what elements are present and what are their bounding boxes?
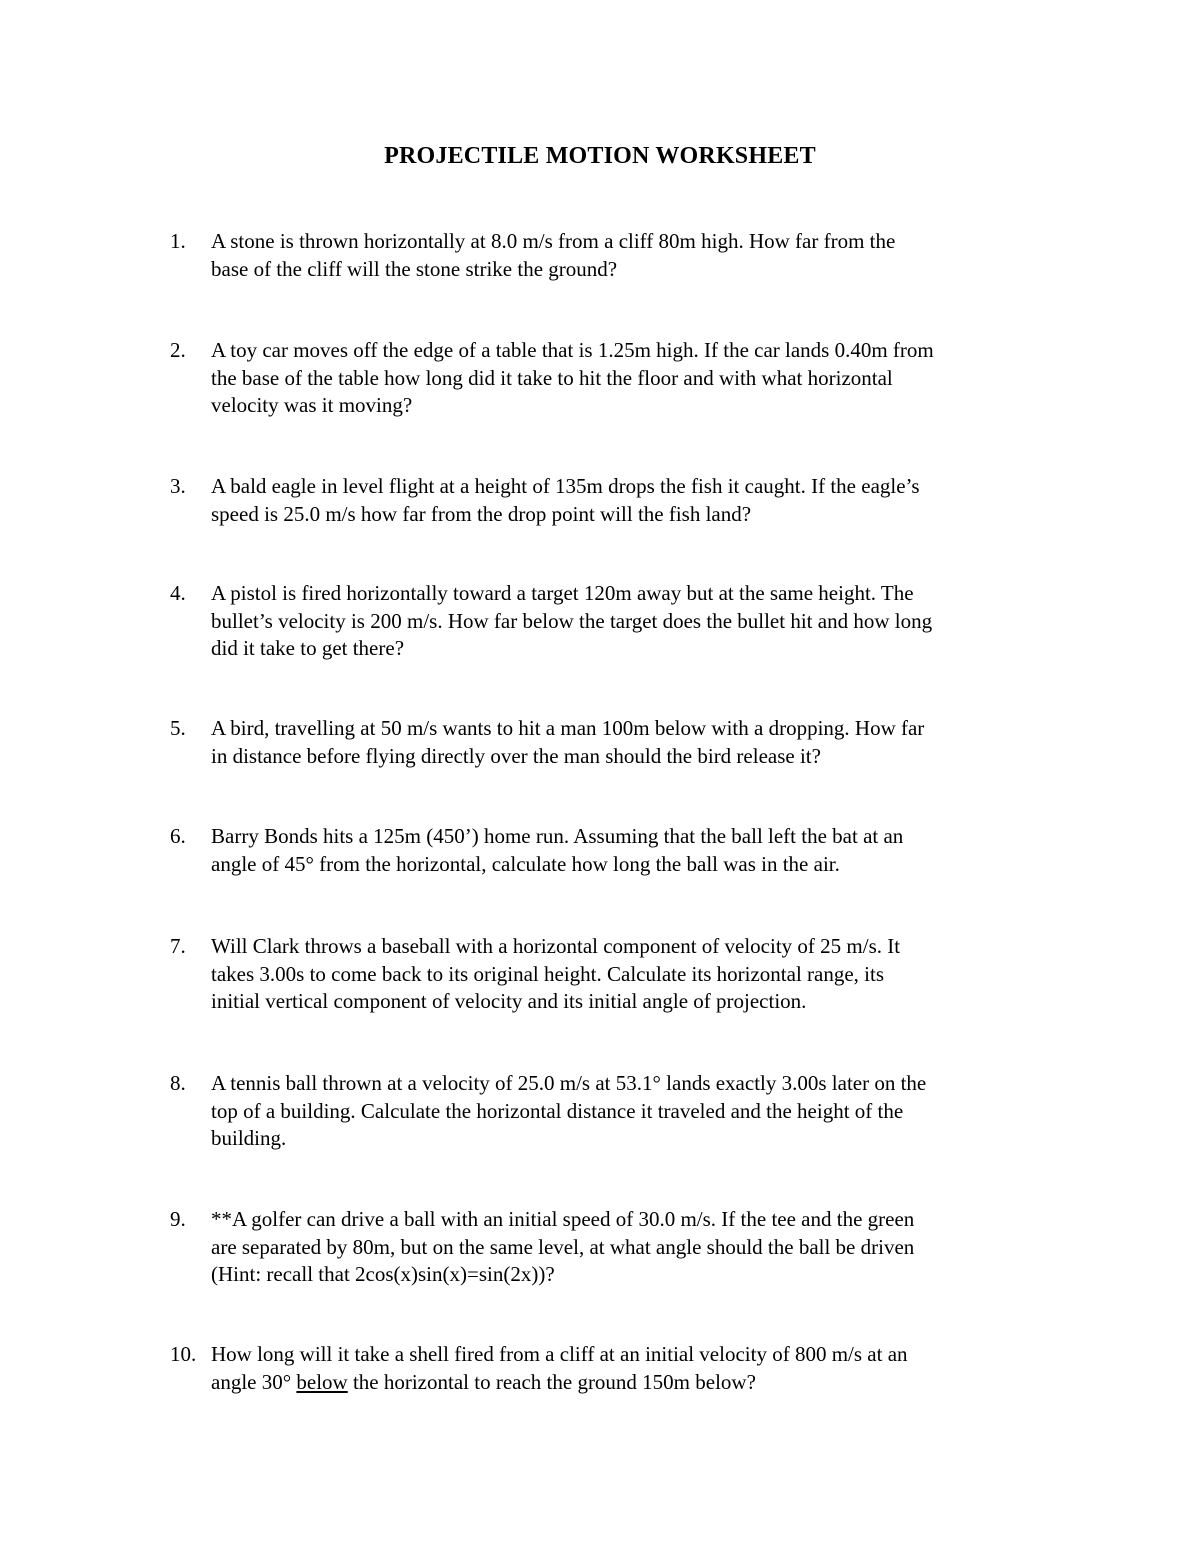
question-4: [170, 580, 1040, 663]
question-text: A toy car moves off the edge of a table that is 1.25m high. If the car lands 0.40m from the base of the table how long did it take to hit the floor and with what horizontal velocity was it moving?: [211, 338, 934, 417]
question-2: [170, 337, 1040, 420]
question-number: 4.: [170, 581, 186, 605]
question-3: [170, 473, 1040, 528]
question-text: A bald eagle in level flight at a height of 135m drops the fish it caught. If the eagle’s speed is 25.0 m/s how far from the drop point will the fish land?: [211, 474, 920, 526]
question-text-after: the horizontal to reach the ground 150m below?: [347, 1369, 756, 1394]
question-text: Will Clark throws a baseball with a horizontal component of velocity of 25 m/s. It takes 3.00s to come back to its original height. Calculate its horizontal range, its initial vertical component of velocity and its initial angle of projection.: [211, 934, 901, 1013]
question-6: [170, 823, 1040, 878]
question-text: A stone is thrown horizontally at 8.0 m/s from a cliff 80m high. How far from the base of the cliff will the stone strike the ground?: [211, 229, 896, 281]
question-text-before: How long will it take a shell fired from a cliff at an initial velocity of 800 m/s at an angle 30°: [211, 1342, 908, 1394]
question-text: [211, 1341, 1040, 1396]
question-9: [170, 1206, 1040, 1289]
underlined-word: below: [296, 1369, 348, 1394]
question-number: 5.: [170, 716, 186, 740]
question-10: [170, 1341, 1040, 1396]
question-8: [170, 1070, 1040, 1153]
question-text: **A golfer can drive a ball with an initial speed of 30.0 m/s. If the tee and the green are separated by 80m, but on the same level, at what angle should the ball be driven (Hint: recall that 2cos(x)sin(x)=sin(2x))?: [211, 1207, 915, 1286]
question-7: [170, 933, 1040, 1016]
question-number: 7.: [170, 934, 186, 958]
question-1: [170, 228, 1040, 283]
question-number: 2.: [170, 338, 186, 362]
question-text: A pistol is fired horizontally toward a target 120m away but at the same height. The bullet’s velocity is 200 m/s. How far below the target does the bullet hit and how long did it take to get there?: [211, 581, 933, 660]
question-text: Barry Bonds hits a 125m (450’) home run. Assuming that the ball left the bat at an angle of 45° from the horizontal, calculate how long the ball was in the air.: [211, 824, 904, 876]
question-number: 1.: [170, 229, 186, 253]
question-text: A tennis ball thrown at a velocity of 25.0 m/s at 53.1° lands exactly 3.00s later on the top of a building. Calculate the horizontal distance it traveled and the height of the building.: [211, 1071, 927, 1150]
question-number: 10.: [170, 1342, 197, 1366]
question-number: 9.: [170, 1207, 186, 1231]
question-number: 8.: [170, 1071, 186, 1095]
question-5: [170, 715, 1040, 770]
question-number: 6.: [170, 824, 186, 848]
question-text: A bird, travelling at 50 m/s wants to hit a man 100m below with a dropping. How far in distance before flying directly over the man should the bird release it?: [211, 716, 925, 768]
worksheet-title: PROJECTILE MOTION WORKSHEET: [384, 143, 816, 169]
question-number: 3.: [170, 474, 186, 498]
